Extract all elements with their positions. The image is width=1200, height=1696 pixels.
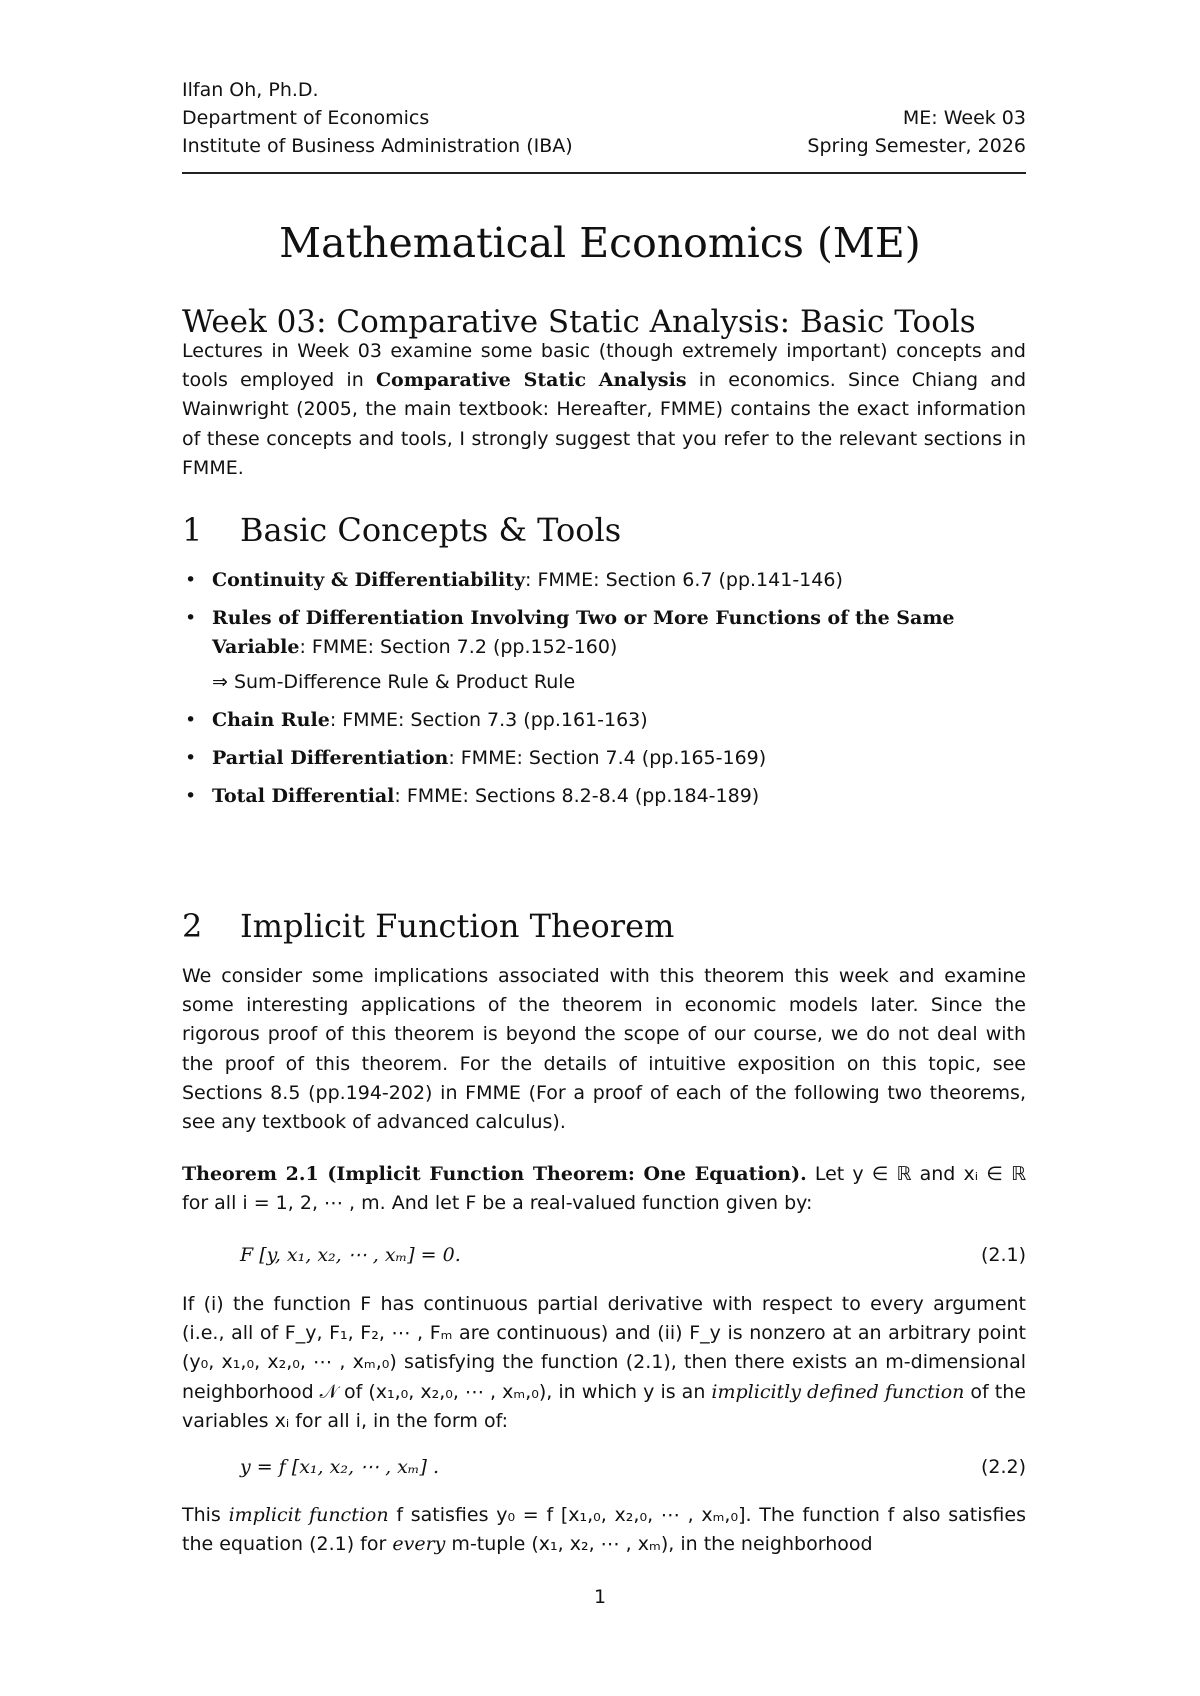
list-item [182, 744, 1026, 773]
list-item-text: : FMME: Sections 8.2-8.4 (pp.184-189) [394, 785, 760, 807]
course-week: ME: Week 03 [902, 107, 1026, 129]
document-title: Mathematical Economics (ME) [279, 219, 921, 267]
semester: Spring Semester, 2026 [807, 135, 1026, 157]
department-name: Department of Economics [182, 107, 430, 129]
list-item-text: : FMME: Section 7.2 (pp.152-160) [299, 636, 618, 658]
document-subtitle: Week 03: Comparative Static Analysis: Basic Tools [182, 304, 976, 340]
section-1-number: 1 [182, 511, 203, 549]
bullet-icon: • [185, 785, 197, 807]
list-item-text: : FMME: Section 6.7 (pp.141-146) [525, 569, 843, 591]
section-2-title: Implicit Function Theorem [240, 907, 675, 945]
bullet-icon: • [185, 569, 197, 591]
list-item [182, 566, 1026, 595]
theorem-2-1 [182, 1160, 1026, 1218]
theorem-label: Theorem 2.1 (Implicit Function Theorem: One Equation). [182, 1163, 807, 1185]
bullet-icon: • [185, 709, 197, 731]
list-item [182, 604, 1026, 697]
equation-2-1 [240, 1240, 1026, 1270]
theorem-intro: Let y ∈ ℝ and xᵢ ∈ ℝ for all i = 1, 2, ⋯ , m. And let F be a real-valued function given by: [182, 1163, 1026, 1215]
page-header [182, 76, 1026, 160]
continuation-text-1: This [182, 1504, 229, 1526]
list-item-text: : FMME: Section 7.4 (pp.165-169) [448, 747, 767, 769]
section-2-heading [182, 904, 674, 948]
intro-paragraph [182, 337, 1026, 483]
bullet-icon: • [185, 607, 197, 629]
bullet-icon: • [185, 747, 197, 769]
list-item-bold: Partial Differentiation [212, 747, 449, 769]
section-1-heading [182, 508, 621, 552]
theorem-continuation [182, 1501, 1026, 1559]
continuation-text-2: f satisfies y₀ = f [x₁,₀, x₂,₀, ⋯ , xₘ,₀]. The function f also satisfies the equation (2.1) for [182, 1504, 1026, 1556]
theorem-body-text-1: If (i) the function F has continuous partial derivative with respect to every argument (i.e., all of F_y, F₁, F₂, ⋯ , Fₘ are continuous) and (ii) F_y is nonzero at an arbitrary point (y₀, x₁,₀, x₂,₀, ⋯ , xₘ,₀) satisfying the function (2.1), then there exists an m-dimensional neighborhood 𝒩 of (x₁,₀, x₂,₀, ⋯ , xₘ,₀), in which y is an [182, 1293, 1026, 1403]
equation-text: y = f [x₁, x₂, ⋯ , xₘ] . [240, 1456, 440, 1478]
intro-text-2: in economics. Since Chiang and Wainwright (2005, the main textbook: Hereafter, FMME) contains the exact information of these concepts and tools, I strongly suggest that you refer to the relevant sections in FMME. [182, 369, 1027, 479]
list-item [182, 706, 1026, 735]
continuation-emphasis-2: every [392, 1533, 446, 1556]
section-2-number: 2 [182, 907, 203, 945]
theorem-body-text-2: of the variables xᵢ for all i, in the form of: [182, 1380, 1026, 1432]
page-number: 1 [593, 1586, 607, 1608]
continuation-emphasis-1: implicit function [228, 1504, 389, 1526]
equation-2-2 [240, 1452, 1026, 1482]
header-rule [182, 172, 1026, 174]
list-item-bold: Chain Rule [212, 709, 330, 731]
continuation-text-3: m-tuple (x₁, x₂, ⋯ , xₘ), in the neighborhood [445, 1533, 873, 1556]
section-1-list [182, 566, 1026, 820]
section-2-paragraph: We consider some implications associated with this theorem this week and examine some interesting applications of the theorem in economic models later. Since the rigorous proof of this theorem is beyond the scope of our course, we do not deal with the proof of this theorem. For the details of intuitive exposition on this topic, see Sections 8.5 (pp.194-202) in FMME (For a proof of each of the following two theorems, see any textbook of advanced calculus). [182, 965, 1026, 1134]
list-item-bold: Continuity & Differentiability [212, 569, 525, 591]
author-name: Ilfan Oh, Ph.D. [182, 79, 319, 101]
intro-bold: Comparative Static Analysis [375, 369, 687, 392]
intro-text-1: Lectures in Week 03 examine some basic (though extremely important) concepts and tools employed in [182, 340, 1026, 392]
equation-number: (2.2) [980, 1456, 1026, 1478]
institute-name: Institute of Business Administration (IBA) [182, 135, 573, 157]
list-item-subline: ⇒ Sum-Difference Rule & Product Rule [212, 671, 576, 693]
theorem-body-emphasis: implicitly defined function [711, 1380, 965, 1403]
list-item-text: : FMME: Section 7.3 (pp.161-163) [329, 709, 648, 731]
list-item-bold: Rules of Differentiation Involving Two or More Functions of the Same Variable [212, 607, 955, 658]
theorem-body [182, 1290, 1026, 1436]
equation-text: F [y, x₁, x₂, ⋯ , xₘ] = 0. [240, 1244, 461, 1266]
list-item-bold: Total Differential [212, 785, 395, 807]
section-1-title: Basic Concepts & Tools [240, 511, 622, 549]
list-item [182, 782, 1026, 811]
equation-number: (2.1) [980, 1244, 1026, 1266]
